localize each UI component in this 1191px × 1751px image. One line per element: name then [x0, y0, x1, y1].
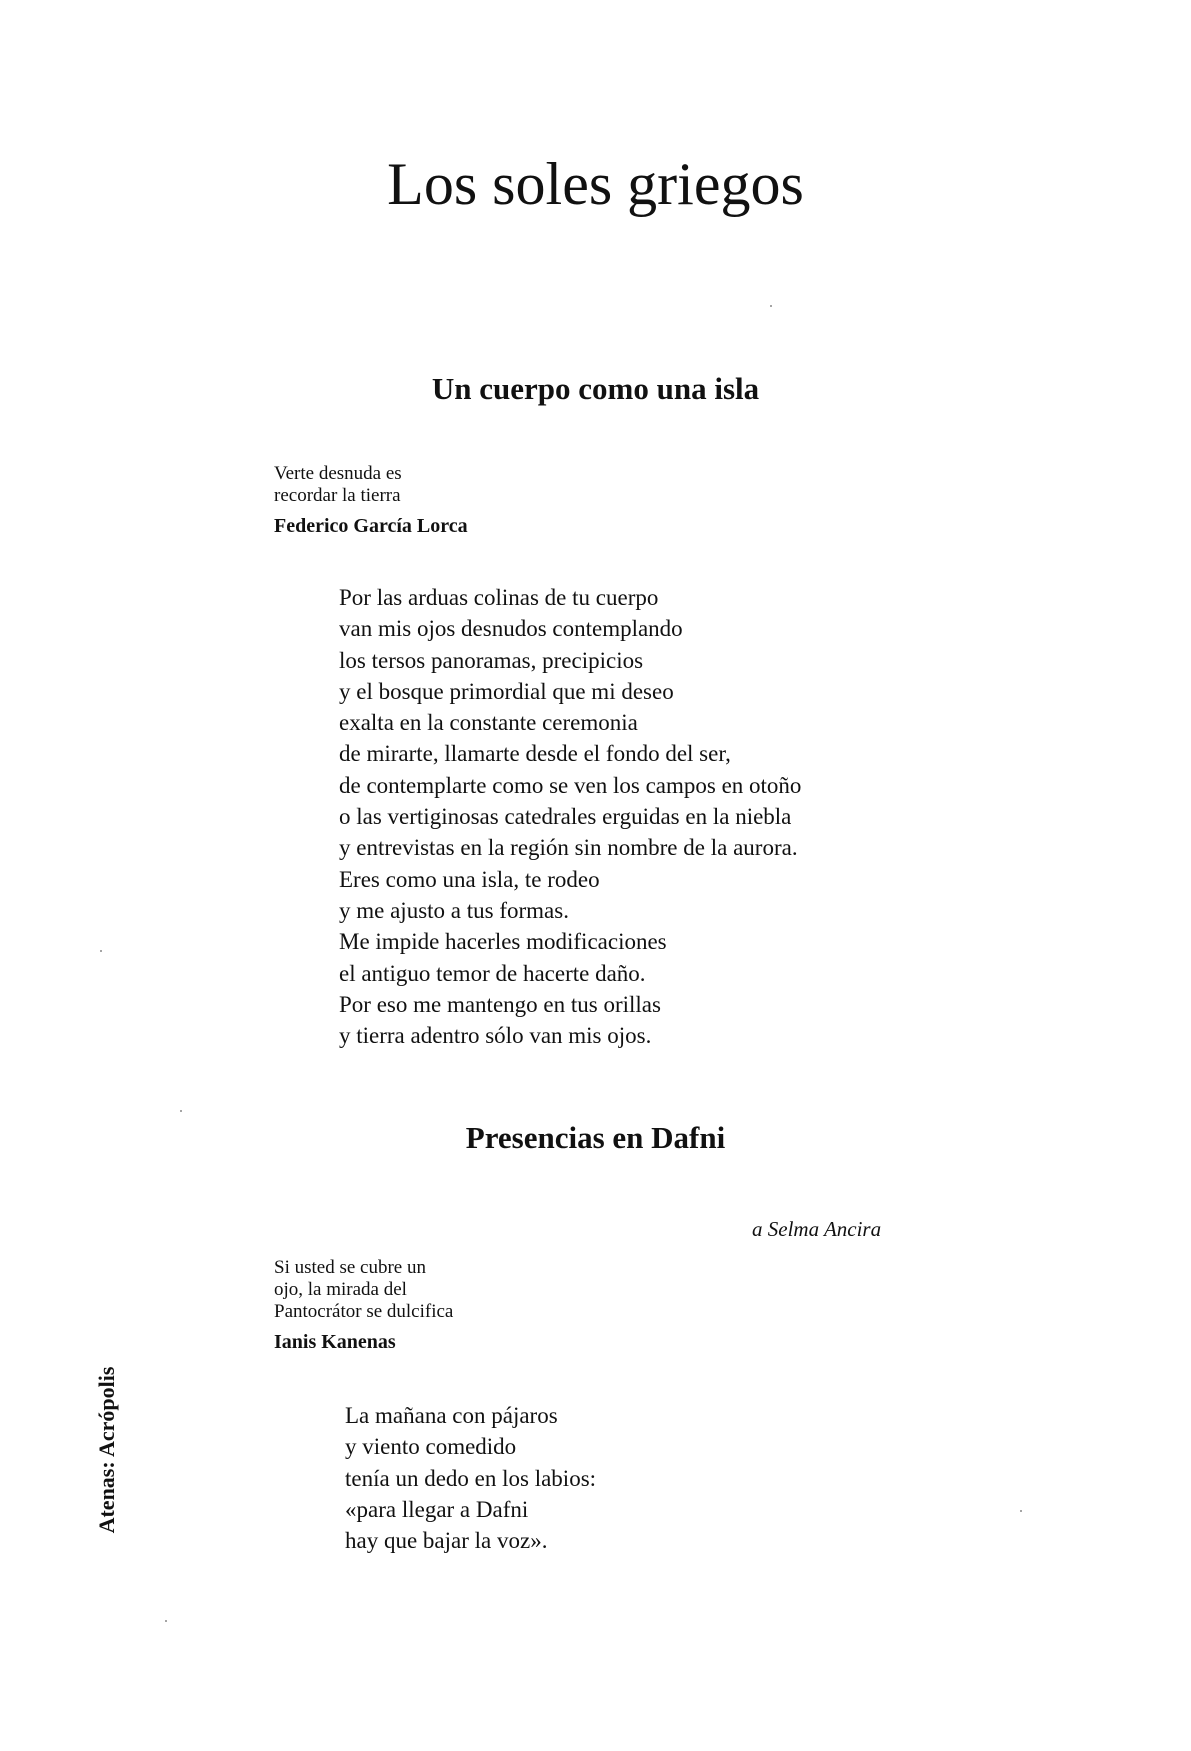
epigraph-author: Federico García Lorca	[274, 515, 468, 537]
epigraph-line: Si usted se cubre un	[274, 1257, 426, 1278]
verse-line: van mis ojos desnudos contemplando	[339, 616, 683, 642]
verse-line: tenía un dedo en los labios:	[345, 1465, 597, 1491]
verse-line: de mirarte, llamarte desde el fondo del ser,	[339, 741, 731, 767]
verse-line: hay que bajar la voz».	[345, 1528, 548, 1554]
verse-line: y me ajusto a tus formas.	[339, 897, 569, 923]
verse-line: Por eso me mantengo en tus orillas	[339, 991, 661, 1017]
scan-speck	[770, 305, 772, 307]
verse-line: o las vertiginosas catedrales erguidas en la niebla	[339, 804, 792, 830]
verse-line: «para llegar a Dafni	[345, 1496, 529, 1522]
verse-line: Me impide hacerles modificaciones	[339, 929, 667, 955]
epigraph-2	[274, 1257, 453, 1353]
poem-title-1: Un cuerpo como una isla	[431, 371, 760, 406]
page-title: Los soles griegos	[387, 151, 804, 217]
verse-line: Eres como una isla, te rodeo	[339, 866, 600, 892]
poem-title-2: Presencias en Dafni	[465, 1120, 726, 1155]
verse-line: La mañana con pájaros	[345, 1403, 558, 1428]
epigraph-author: Ianis Kanenas	[274, 1331, 396, 1353]
verse-line: y tierra adentro sólo van mis ojos.	[339, 1023, 652, 1049]
dedication: a Selma Ancira	[752, 1217, 882, 1241]
epigraph-line: recordar la tierra	[274, 485, 401, 506]
scan-speck	[1020, 1510, 1022, 1512]
scan-speck	[100, 950, 102, 952]
epigraph-1	[274, 463, 468, 537]
verse-line: los tersos panoramas, precipicios	[339, 647, 644, 673]
scan-speck	[165, 1620, 167, 1622]
poem-body-2	[345, 1400, 596, 1556]
verse-line: Por las arduas colinas de tu cuerpo	[339, 585, 659, 610]
verse-line: el antiguo temor de hacerte daño.	[339, 960, 646, 986]
scan-speck	[180, 1110, 182, 1112]
epigraph-line: ojo, la mirada del	[274, 1279, 407, 1300]
epigraph-line: Pantocrátor se dulcifica	[274, 1301, 454, 1322]
epigraph-line: Verte desnuda es	[274, 463, 402, 484]
verse-line: y viento comedido	[345, 1434, 517, 1460]
photo-caption-vertical: Atenas: Acrópolis	[94, 1366, 119, 1534]
verse-line: y el bosque primordial que mi deseo	[339, 678, 674, 704]
verse-line: y entrevistas en la región sin nombre de la aurora.	[339, 835, 798, 861]
poem-body-1	[339, 582, 801, 1051]
verse-line: de contemplarte como se ven los campos en otoño	[339, 772, 802, 798]
verse-line: exalta en la constante ceremonia	[339, 710, 638, 736]
